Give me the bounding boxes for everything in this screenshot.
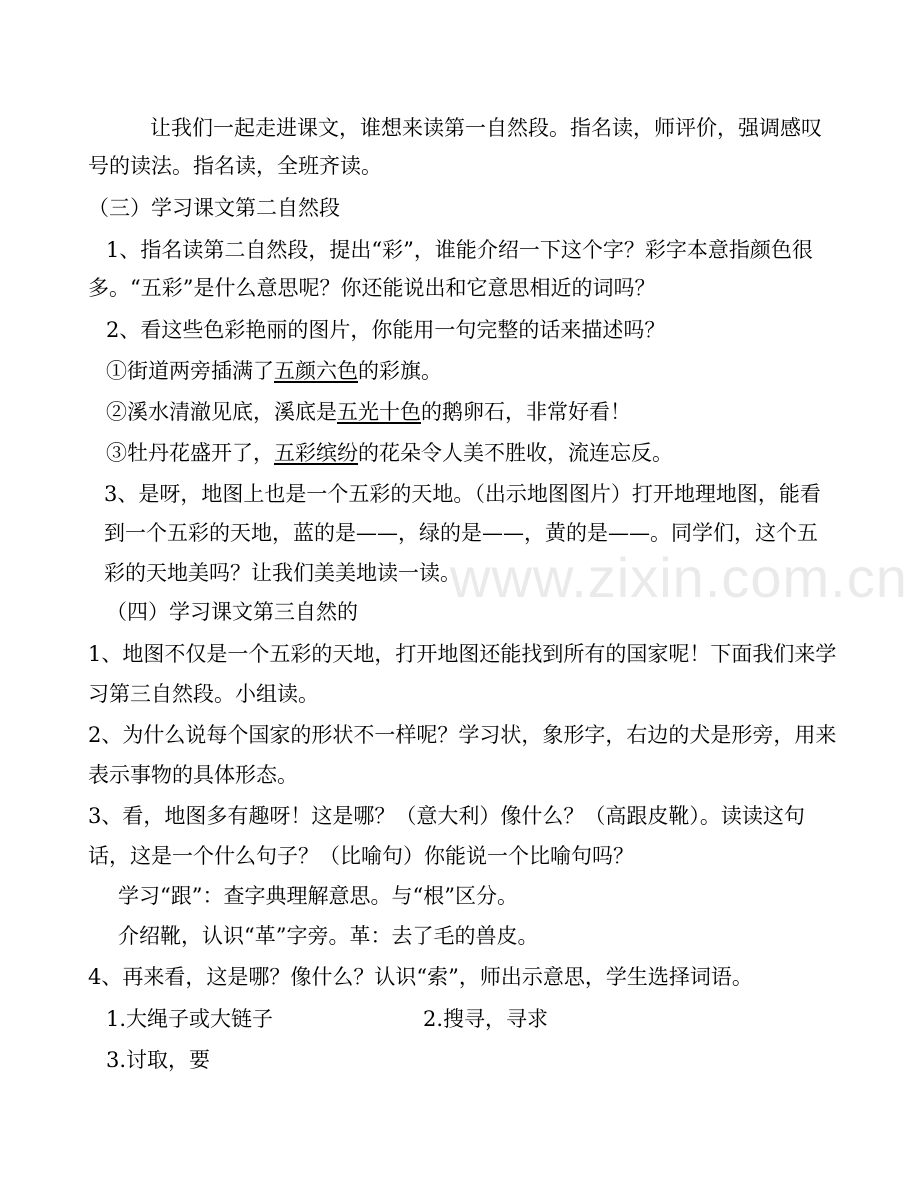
- paragraph-1-line-1: 让我们一起走进课文，谁想来读第一自然段。指名读，师评价，强调感叹: [150, 116, 822, 140]
- example-2-underlined: 五光十色: [337, 400, 421, 424]
- item-2-line-1: 2、为什么说每个国家的形状不一样呢？学习状，象形字，右边的犬是形旁，用来: [88, 723, 837, 747]
- example-1-pre: ①街道两旁插满了: [106, 359, 274, 383]
- step-2: 2、看这些色彩艳丽的图片，你能用一句完整的话来描述吗？: [106, 318, 666, 342]
- item-3-line-1: 3、看，地图多有趣呀！这是哪？（意大利）像什么？（高跟皮靴）。读读这句: [88, 804, 805, 828]
- item-3-line-2: 话，这是一个什么句子？（比喻句）你能说一个比喻句吗？: [88, 844, 634, 868]
- example-3-underlined: 五彩缤纷: [274, 441, 358, 465]
- item-1-line-2: 习第三自然段。小组读。: [88, 682, 319, 706]
- option-2: 2.搜寻，寻求: [423, 1007, 549, 1031]
- step-3-line-1: 3、是呀，地图上也是一个五彩的天地。（出示地图图片）打开地理地图，能看: [104, 482, 821, 506]
- example-3-pre: ③牡丹花盛开了，: [106, 441, 274, 465]
- step-3-line-3: 彩的天地美吗？让我们美美地读一读。: [104, 561, 461, 585]
- option-1: 1.大绳子或大链子: [106, 1007, 274, 1031]
- item-2-line-2: 表示事物的具体形态。: [88, 763, 298, 787]
- watermark: www.zixin.com.cn: [450, 546, 908, 609]
- step-1-line-2: 多。“五彩”是什么意思呢？你还能说出和它意思相近的词吗？: [88, 276, 656, 300]
- item-4: 4、再来看，这是哪？像什么？认识“索”，师出示意思，学生选择词语。: [88, 965, 753, 989]
- example-3-post: 的花朵令人美不胜收，流连忘反。: [358, 441, 673, 465]
- option-3: 3.讨取，要: [106, 1048, 211, 1072]
- section-heading-3: （三）学习课文第二自然段: [88, 196, 340, 220]
- example-1-underlined: 五颜六色: [274, 359, 358, 383]
- step-1-line-1: 1、指名读第二自然段，提出“彩”，谁能介绍一下这个字？彩字本意指颜色很: [106, 238, 813, 262]
- item-1-line-1: 1、地图不仅是一个五彩的天地，打开地图还能找到所有的国家呢！下面我们来学: [88, 642, 837, 666]
- example-sentence-1: [106, 356, 442, 386]
- example-2-pre: ②溪水清澈见底，溪底是: [106, 400, 337, 424]
- item-3-note-b: 介绍靴，认识“革”字旁。革：去了毛的兽皮。: [118, 924, 539, 948]
- step-3-line-2: 到一个五彩的天地，蓝的是——，绿的是——，黄的是——。同学们，这个五: [104, 521, 818, 545]
- item-3-note-a: 学习“跟”：查字典理解意思。与“根”区分。: [118, 884, 518, 908]
- example-sentence-2: [106, 397, 631, 427]
- example-1-post: 的彩旗。: [358, 359, 442, 383]
- example-sentence-3: [106, 438, 673, 468]
- paragraph-1-line-2: 号的读法。指名读，全班齐读。: [88, 154, 382, 178]
- section-heading-4: （四）学习课文第三自然的: [106, 600, 358, 624]
- example-2-post: 的鹅卵石，非常好看！: [421, 400, 631, 424]
